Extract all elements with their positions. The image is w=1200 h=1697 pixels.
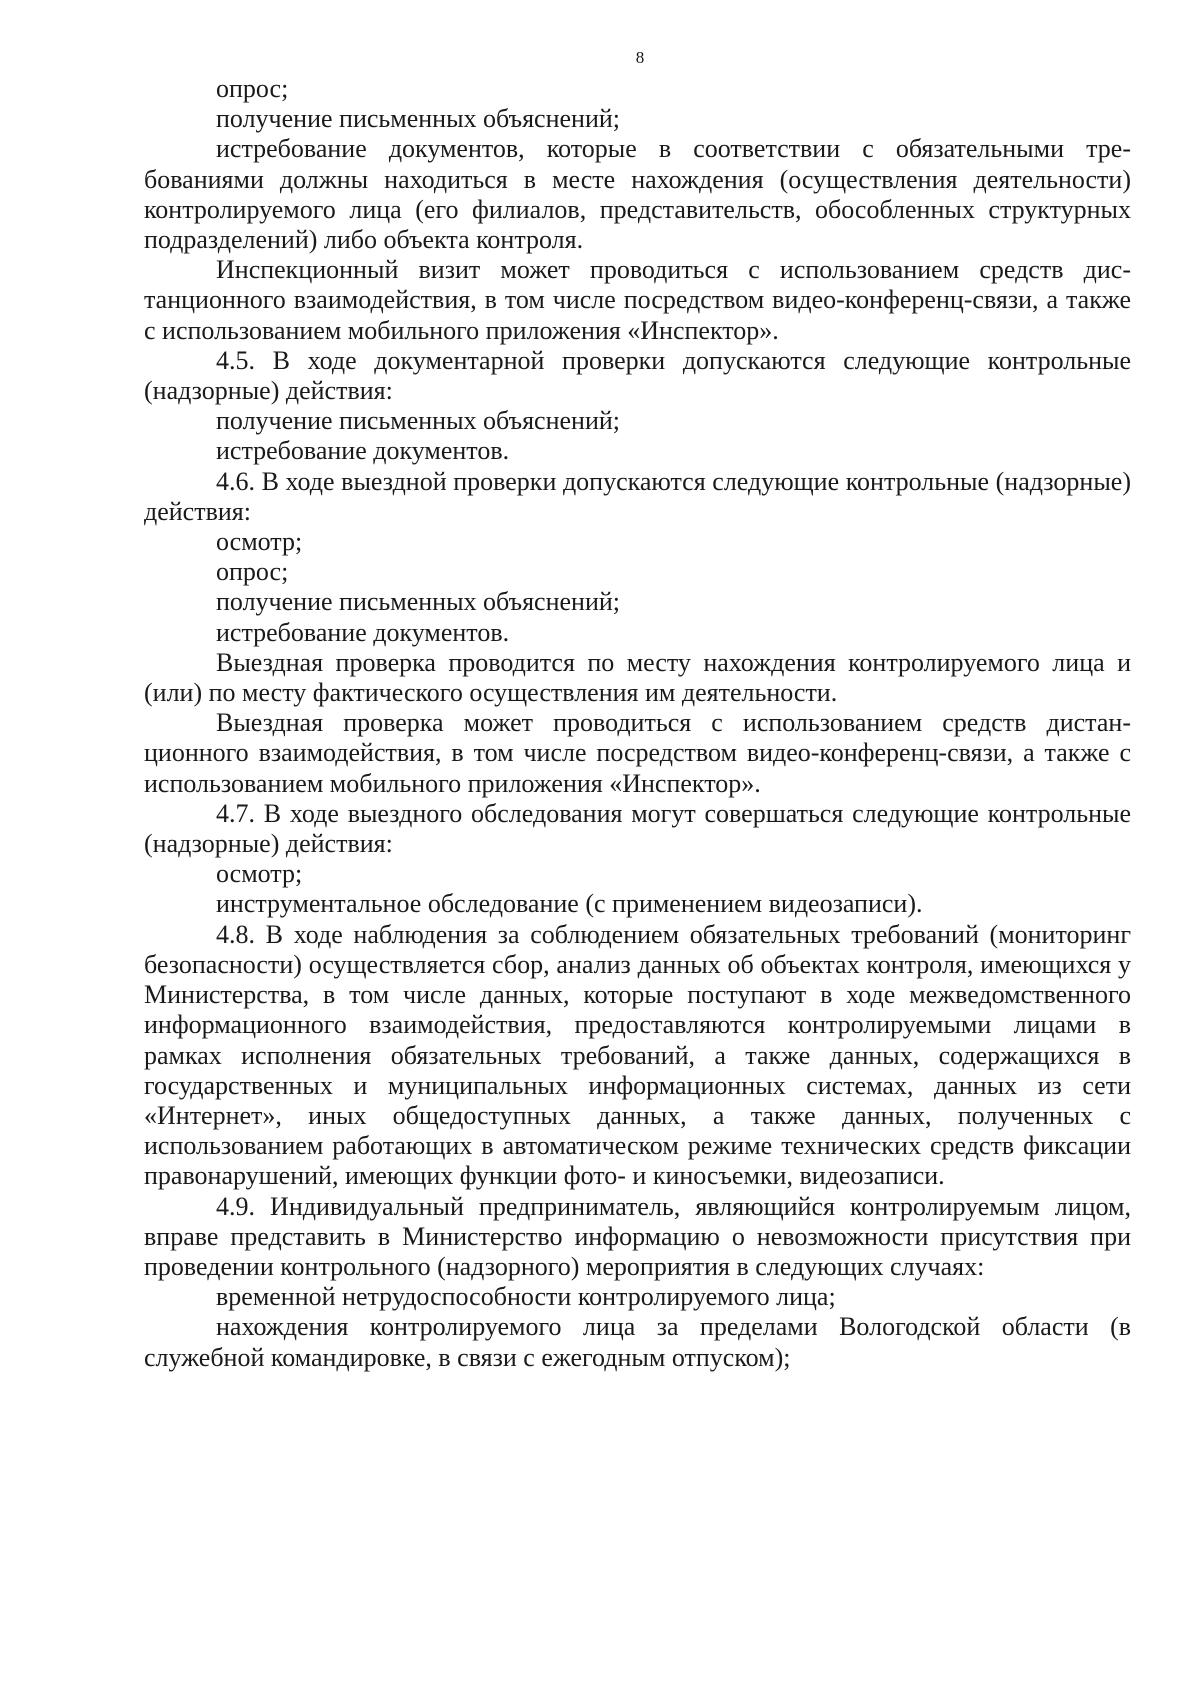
- paragraph-item-document-request: истребование документов.: [216, 436, 510, 466]
- paragraph-item-inspection: осмотр;: [216, 859, 303, 889]
- paragraph-field-check-location: Выездная проверка проводится по месту нахождения контролируемого лица и (или) по месту фактического осуществления им деятельности.: [144, 647, 1131, 708]
- paragraph-item-temporary-disability: временной нетрудоспособности контролируемого лица;: [216, 1282, 836, 1312]
- paragraph-4-6: 4.6. В ходе выездной проверки допускаются следующие контрольные (надзорные) действия:: [144, 466, 1131, 526]
- document-body: [144, 74, 1131, 1373]
- paragraph-document-request: истребование документов, которые в соответствии с обязательными требованиями должны находиться в месте нахождения (осуществления деятельности) контролируемого лица (его филиалов, представительств, обособленных структурных подразделений) либо объекта контроля.: [144, 134, 1131, 255]
- paragraph-item-survey: опрос;: [216, 557, 289, 587]
- paragraph-item-written-explanations: получение письменных объяснений;: [216, 587, 620, 617]
- paragraph-inspection-visit-remote: Инспекционный визит может проводиться с использованием средств дистанционного взаимодействия, в том числе посредством видео-конференц-связи, а также с использованием мобильного приложения «Инспектор».: [144, 255, 1131, 345]
- paragraph-item-instrumental-survey: инструментальное обследование (с применением видеозаписи).: [216, 889, 923, 919]
- paragraph-item-survey: опрос;: [216, 74, 289, 103]
- paragraph-item-written-explanations: получение письменных объяснений;: [216, 406, 620, 436]
- paragraph-4-7: 4.7. В ходе выездного обследования могут совершаться следующие контрольные (надзорные) действия:: [144, 798, 1131, 859]
- paragraph-item-written-explanations: получение письменных объяснений;: [216, 104, 620, 134]
- paragraph-4-5: 4.5. В ходе документарной проверки допускаются следующие контрольные (надзорные) действия:: [144, 345, 1131, 406]
- page-number: 8: [635, 48, 645, 67]
- paragraph-field-check-remote: Выездная проверка может проводиться с использованием средств дистанционного взаимодействия, в том числе посредством видео-конференц-связи, а также с использованием мобильного приложения «Инспектор».: [144, 708, 1131, 798]
- paragraph-item-inspection: осмотр;: [216, 527, 303, 557]
- paragraph-4-9: 4.9. Индивидуальный предприниматель, являющийся контролируемым лицом, вправе представить в Министерство информацию о невозможности присутствия при проведении контрольного (надзорного) мероприятия в следующих случаях:: [144, 1191, 1131, 1281]
- paragraph-item-document-request: истребование документов.: [216, 617, 510, 647]
- paragraph-4-8: 4.8. В ходе наблюдения за соблюдением обязательных требований (мониторинг безопасности) осуществляется сбор, анализ данных об объектах контроля, имеющихся у Министерства, в том числе данных, которые поступают в ходе межведомственного информационного взаимодействия, предоставляются контролируемыми лицами в рамках исполнения обязательных требований, а также данных, содержащихся в государственных и муниципальных информационных системах, данных из сети «Интернет», иных общедоступных данных, а также данных, полученных с использованием работающих в автоматическом режиме технических средств фиксации правонарушений, имеющих функции фото- и киносъемки, видеозаписи.: [144, 919, 1131, 1191]
- paragraph-item-outside-region: нахождения контролируемого лица за пределами Вологодской области (в служебной командировке, в связи с ежегодным отпуском);: [144, 1312, 1131, 1372]
